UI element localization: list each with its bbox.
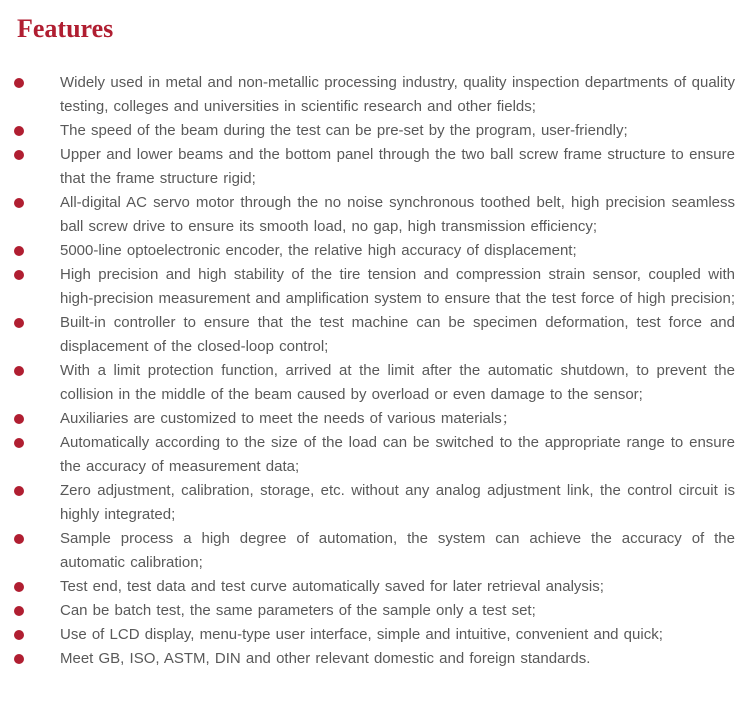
feature-list-item: [0, 191, 750, 239]
feature-item-text: With a limit protection function, arrived at the limit after the automatic shutdown, to prevent the collision in the middle of the beam caused by overload or even damage to the sensor;: [60, 362, 735, 403]
feature-item-text: The speed of the beam during the test can be pre-set by the program, user-friendly;: [60, 122, 628, 139]
bullet-icon: [14, 78, 24, 88]
feature-list-item: [0, 71, 750, 119]
bullet-icon: [14, 630, 24, 640]
feature-item-text: Auxiliaries are customized to meet the needs of various materials；: [60, 410, 517, 427]
bullet-icon: [14, 654, 24, 664]
feature-list-item: [0, 359, 750, 407]
page-title: Features: [17, 14, 114, 43]
feature-item-text: Automatically according to the size of the load can be switched to the appropriate range to ensure the accuracy of measurement data;: [60, 434, 735, 475]
feature-list-item: [0, 479, 750, 527]
bullet-icon: [14, 318, 24, 328]
bullet-icon: [14, 270, 24, 280]
feature-list-item: [0, 143, 750, 191]
feature-list-item: [0, 527, 750, 575]
feature-item-text: Zero adjustment, calibration, storage, etc. without any analog adjustment link, the control circuit is highly integrated;: [60, 482, 735, 523]
feature-item-text: Can be batch test, the same parameters of the sample only a test set;: [60, 602, 536, 619]
feature-item-text: Test end, test data and test curve automatically saved for later retrieval analysis;: [60, 578, 604, 595]
bullet-icon: [14, 246, 24, 256]
bullet-icon: [14, 366, 24, 376]
feature-item-text: Built-in controller to ensure that the test machine can be specimen deformation, test force and displacement of the closed-loop control;: [60, 314, 735, 355]
feature-list: [0, 71, 750, 671]
bullet-icon: [14, 486, 24, 496]
feature-item-text: Use of LCD display, menu-type user interface, simple and intuitive, convenient and quick;: [60, 626, 663, 643]
bullet-icon: [14, 414, 24, 424]
bullet-icon: [14, 606, 24, 616]
bullet-icon: [14, 126, 24, 136]
feature-list-item: [0, 311, 750, 359]
bullet-icon: [14, 438, 24, 448]
feature-list-item: [0, 575, 750, 599]
feature-list-item: [0, 407, 750, 431]
feature-item-text: Upper and lower beams and the bottom panel through the two ball screw frame structure to ensure that the frame structure rigid;: [60, 146, 735, 187]
bullet-icon: [14, 150, 24, 160]
bullet-icon: [14, 198, 24, 208]
feature-item-text: 5000-line optoelectronic encoder, the relative high accuracy of displacement;: [60, 242, 577, 259]
feature-list-item: [0, 119, 750, 143]
feature-list-item: [0, 599, 750, 623]
bullet-icon: [14, 534, 24, 544]
feature-list-item: [0, 263, 750, 311]
feature-list-item: [0, 239, 750, 263]
feature-list-item: [0, 623, 750, 647]
feature-list-item: [0, 431, 750, 479]
bullet-icon: [14, 582, 24, 592]
feature-item-text: Sample process a high degree of automation, the system can achieve the accuracy of the automatic calibration;: [60, 530, 735, 571]
feature-item-text: Meet GB, ISO, ASTM, DIN and other relevant domestic and foreign standards.: [60, 650, 591, 667]
feature-item-text: High precision and high stability of the tire tension and compression strain sensor, coupled with high-precision measurement and amplification system to ensure that the test force of high precision;: [60, 266, 736, 307]
feature-list-item: [0, 647, 750, 671]
feature-item-text: All-digital AC servo motor through the no noise synchronous toothed belt, high precision seamless ball screw drive to ensure its smooth load, no gap, high transmission efficiency;: [60, 194, 735, 235]
feature-item-text: Widely used in metal and non-metallic processing industry, quality inspection departments of quality testing, colleges and universities in scientific research and other fields;: [60, 74, 735, 115]
